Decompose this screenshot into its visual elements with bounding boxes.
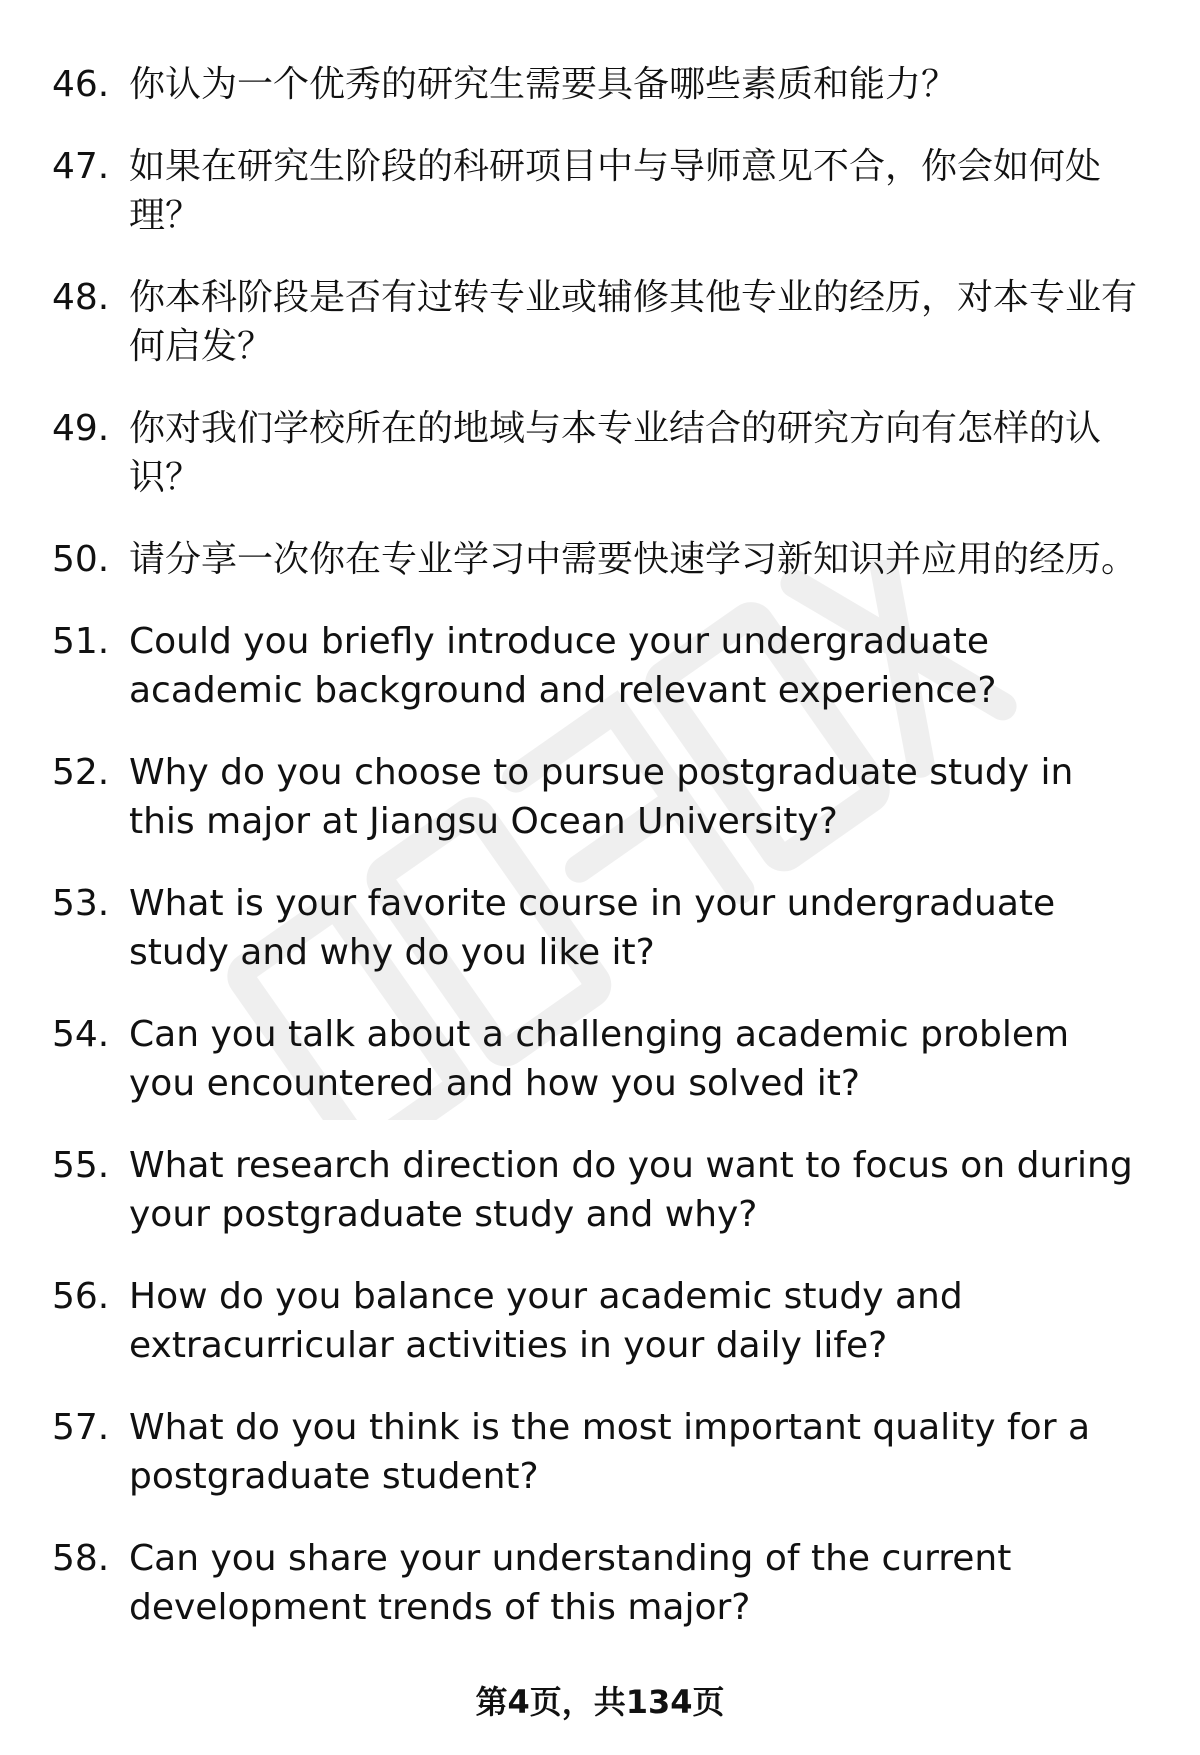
question-item xyxy=(52,60,1142,109)
question-text: Can you talk about a challenging academic problem you encountered and how you solved it? xyxy=(129,1014,1070,1104)
question-item xyxy=(52,1141,1142,1239)
question-number: 49. xyxy=(52,408,110,449)
question-number: 58. xyxy=(52,1538,110,1579)
question-text: 你认为一个优秀的研究生需要具备哪些素质和能力？ xyxy=(129,64,958,105)
question-item xyxy=(52,273,1142,371)
page-footer: 第4页，共134页 xyxy=(475,1683,725,1721)
question-text: 你本科阶段是否有过转专业或辅修其他专业的经历，对本专业有何启发？ xyxy=(129,277,1138,367)
question-text: What do you think is the most important quality for a postgraduate student? xyxy=(129,1407,1091,1497)
question-number: 54. xyxy=(52,1014,110,1055)
question-list xyxy=(52,60,1142,1665)
question-number: 47. xyxy=(52,146,110,187)
question-number: 50. xyxy=(52,539,110,580)
question-number: 52. xyxy=(52,752,110,793)
question-text: What is your favorite course in your undergraduate study and why do you like it? xyxy=(129,883,1056,973)
question-item xyxy=(52,404,1142,502)
question-text: 如果在研究生阶段的科研项目中与导师意见不合，你会如何处理？ xyxy=(129,146,1102,236)
question-number: 48. xyxy=(52,277,110,318)
question-item xyxy=(52,1403,1142,1501)
question-number: 51. xyxy=(52,621,110,662)
question-item xyxy=(52,142,1142,240)
question-item xyxy=(52,1272,1142,1370)
question-number: 56. xyxy=(52,1276,110,1317)
question-number: 46. xyxy=(52,64,110,105)
question-item xyxy=(52,1010,1142,1108)
question-text: 请分享一次你在专业学习中需要快速学习新知识并应用的经历。 xyxy=(129,539,1138,580)
question-item xyxy=(52,535,1142,584)
question-text: What research direction do you want to focus on during your postgraduate study and why? xyxy=(129,1145,1133,1235)
question-item xyxy=(52,1534,1142,1632)
question-item xyxy=(52,879,1142,977)
question-item xyxy=(52,748,1142,846)
question-text: Why do you choose to pursue postgraduate study in this major at Jiangsu Ocean University? xyxy=(129,752,1074,842)
question-number: 55. xyxy=(52,1145,110,1186)
question-text: Could you briefly introduce your undergraduate academic background and relevant experience? xyxy=(129,621,997,711)
question-text: How do you balance your academic study and extracurricular activities in your daily life? xyxy=(129,1276,963,1366)
question-item xyxy=(52,617,1142,715)
question-text: Can you share your understanding of the current development trends of this major? xyxy=(129,1538,1012,1628)
question-number: 57. xyxy=(52,1407,110,1448)
question-number: 53. xyxy=(52,883,110,924)
question-text: 你对我们学校所在的地域与本专业结合的研究方向有怎样的认识？ xyxy=(129,408,1102,498)
